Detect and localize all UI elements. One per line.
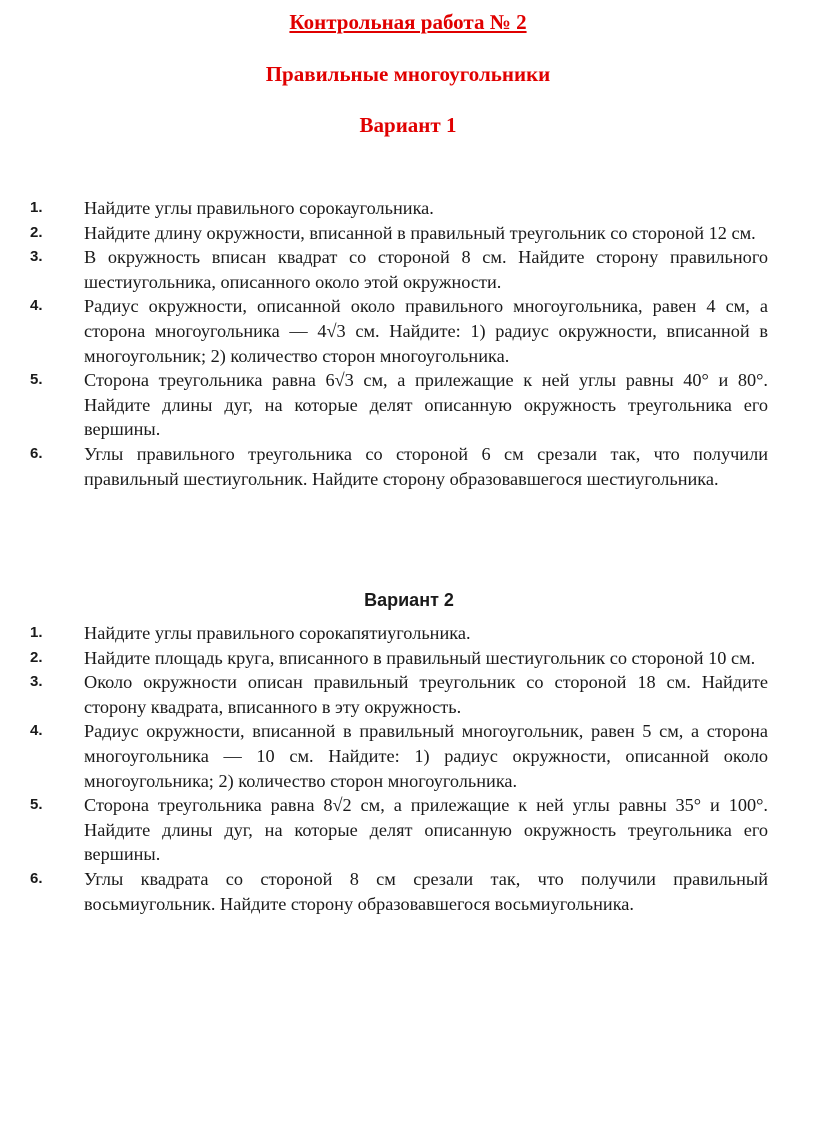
task-number: 1. [30,624,43,641]
variant1-task [30,221,768,246]
task-number: 6. [30,444,43,462]
variant1-task [30,245,768,294]
variant2-task [30,793,768,867]
task-text: Найдите углы правильного сорокапятиугольника. [84,623,471,643]
variant1-heading: Вариант 1 [359,113,457,137]
task-text: В окружность вписан квадрат со стороной 8 см. Найдите сторону правильного шестиугольника, описанного около этой окружности. [84,247,768,292]
task-number: 2. [30,648,43,666]
task-number: 5. [30,371,43,389]
task-number: 4. [30,297,43,315]
task-number: 6. [30,869,43,887]
document-subtitle: Правильные многоугольники [265,62,551,86]
task-number: 3. [30,673,43,691]
variant2-task [30,646,768,671]
task-number: 5. [30,796,43,814]
variant1-task [30,196,768,221]
variant1-section [30,196,768,491]
task-text: Углы квадрата со стороной 8 см срезали так, что получили правильный восьмиугольник. Найдите сторону образовавшегося восьмиугольника. [84,868,768,914]
variant2-task [30,719,768,793]
variant1-task-list [30,196,768,491]
task-text: Радиус окружности, описанной около правильного многоугольника, равен 4 см, а сторона многоугольника — 4√3 см. Найдите: 1) радиус окружности, вписанной в многоугольник; 2) количество сторон многоугольника. [84,296,768,366]
variant2-task-list [30,621,768,916]
task-number: 2. [30,223,43,241]
task-number: 4. [30,722,43,740]
task-text: Найдите углы правильного сорокаугольника. [84,198,434,218]
variant2-task [30,867,768,916]
variant2-heading: Вариант 2 [364,590,454,610]
task-text: Сторона треугольника равна 6√3 см, а прилежащие к ней углы равны 40° и 80°. Найдите длины дуг, на которые делят описанную окружность треугольника его вершины. [84,370,768,440]
variant2-task [30,670,768,719]
task-text: Углы правильного треугольника со стороной 6 см срезали так, что получили правильный шестиугольник. Найдите сторону образовавшегося шестиугольника. [84,443,768,489]
task-text: Сторона треугольника равна 8√2 см, а прилежащие к ней углы равны 35° и 100°. Найдите длины дуг, на которые делят описанную окружность треугольника его вершины. [84,795,768,865]
variant1-task [30,368,768,442]
document-title: Контрольная работа № 2 [289,10,527,34]
variant1-task [30,442,768,491]
task-number: 1. [30,199,43,216]
variant1-task [30,294,768,368]
task-text: Радиус окружности, вписанной в правильный многоугольник, равен 5 см, а сторона многоугольника — 10 см. Найдите: 1) радиус окружности, описанной около многоугольника; 2) количество сторон многоугольника. [84,721,768,791]
variant2-section [30,590,768,916]
task-text: Найдите длину окружности, вписанной в правильный треугольник со стороной 12 см. [84,222,756,243]
task-number: 3. [30,248,43,266]
task-text: Найдите площадь круга, вписанного в правильный шестиугольник со стороной 10 см. [84,647,756,668]
variant2-task [30,621,768,646]
task-text: Около окружности описан правильный треугольник со стороной 18 см. Найдите сторону квадрата, вписанного в эту окружность. [84,672,768,717]
